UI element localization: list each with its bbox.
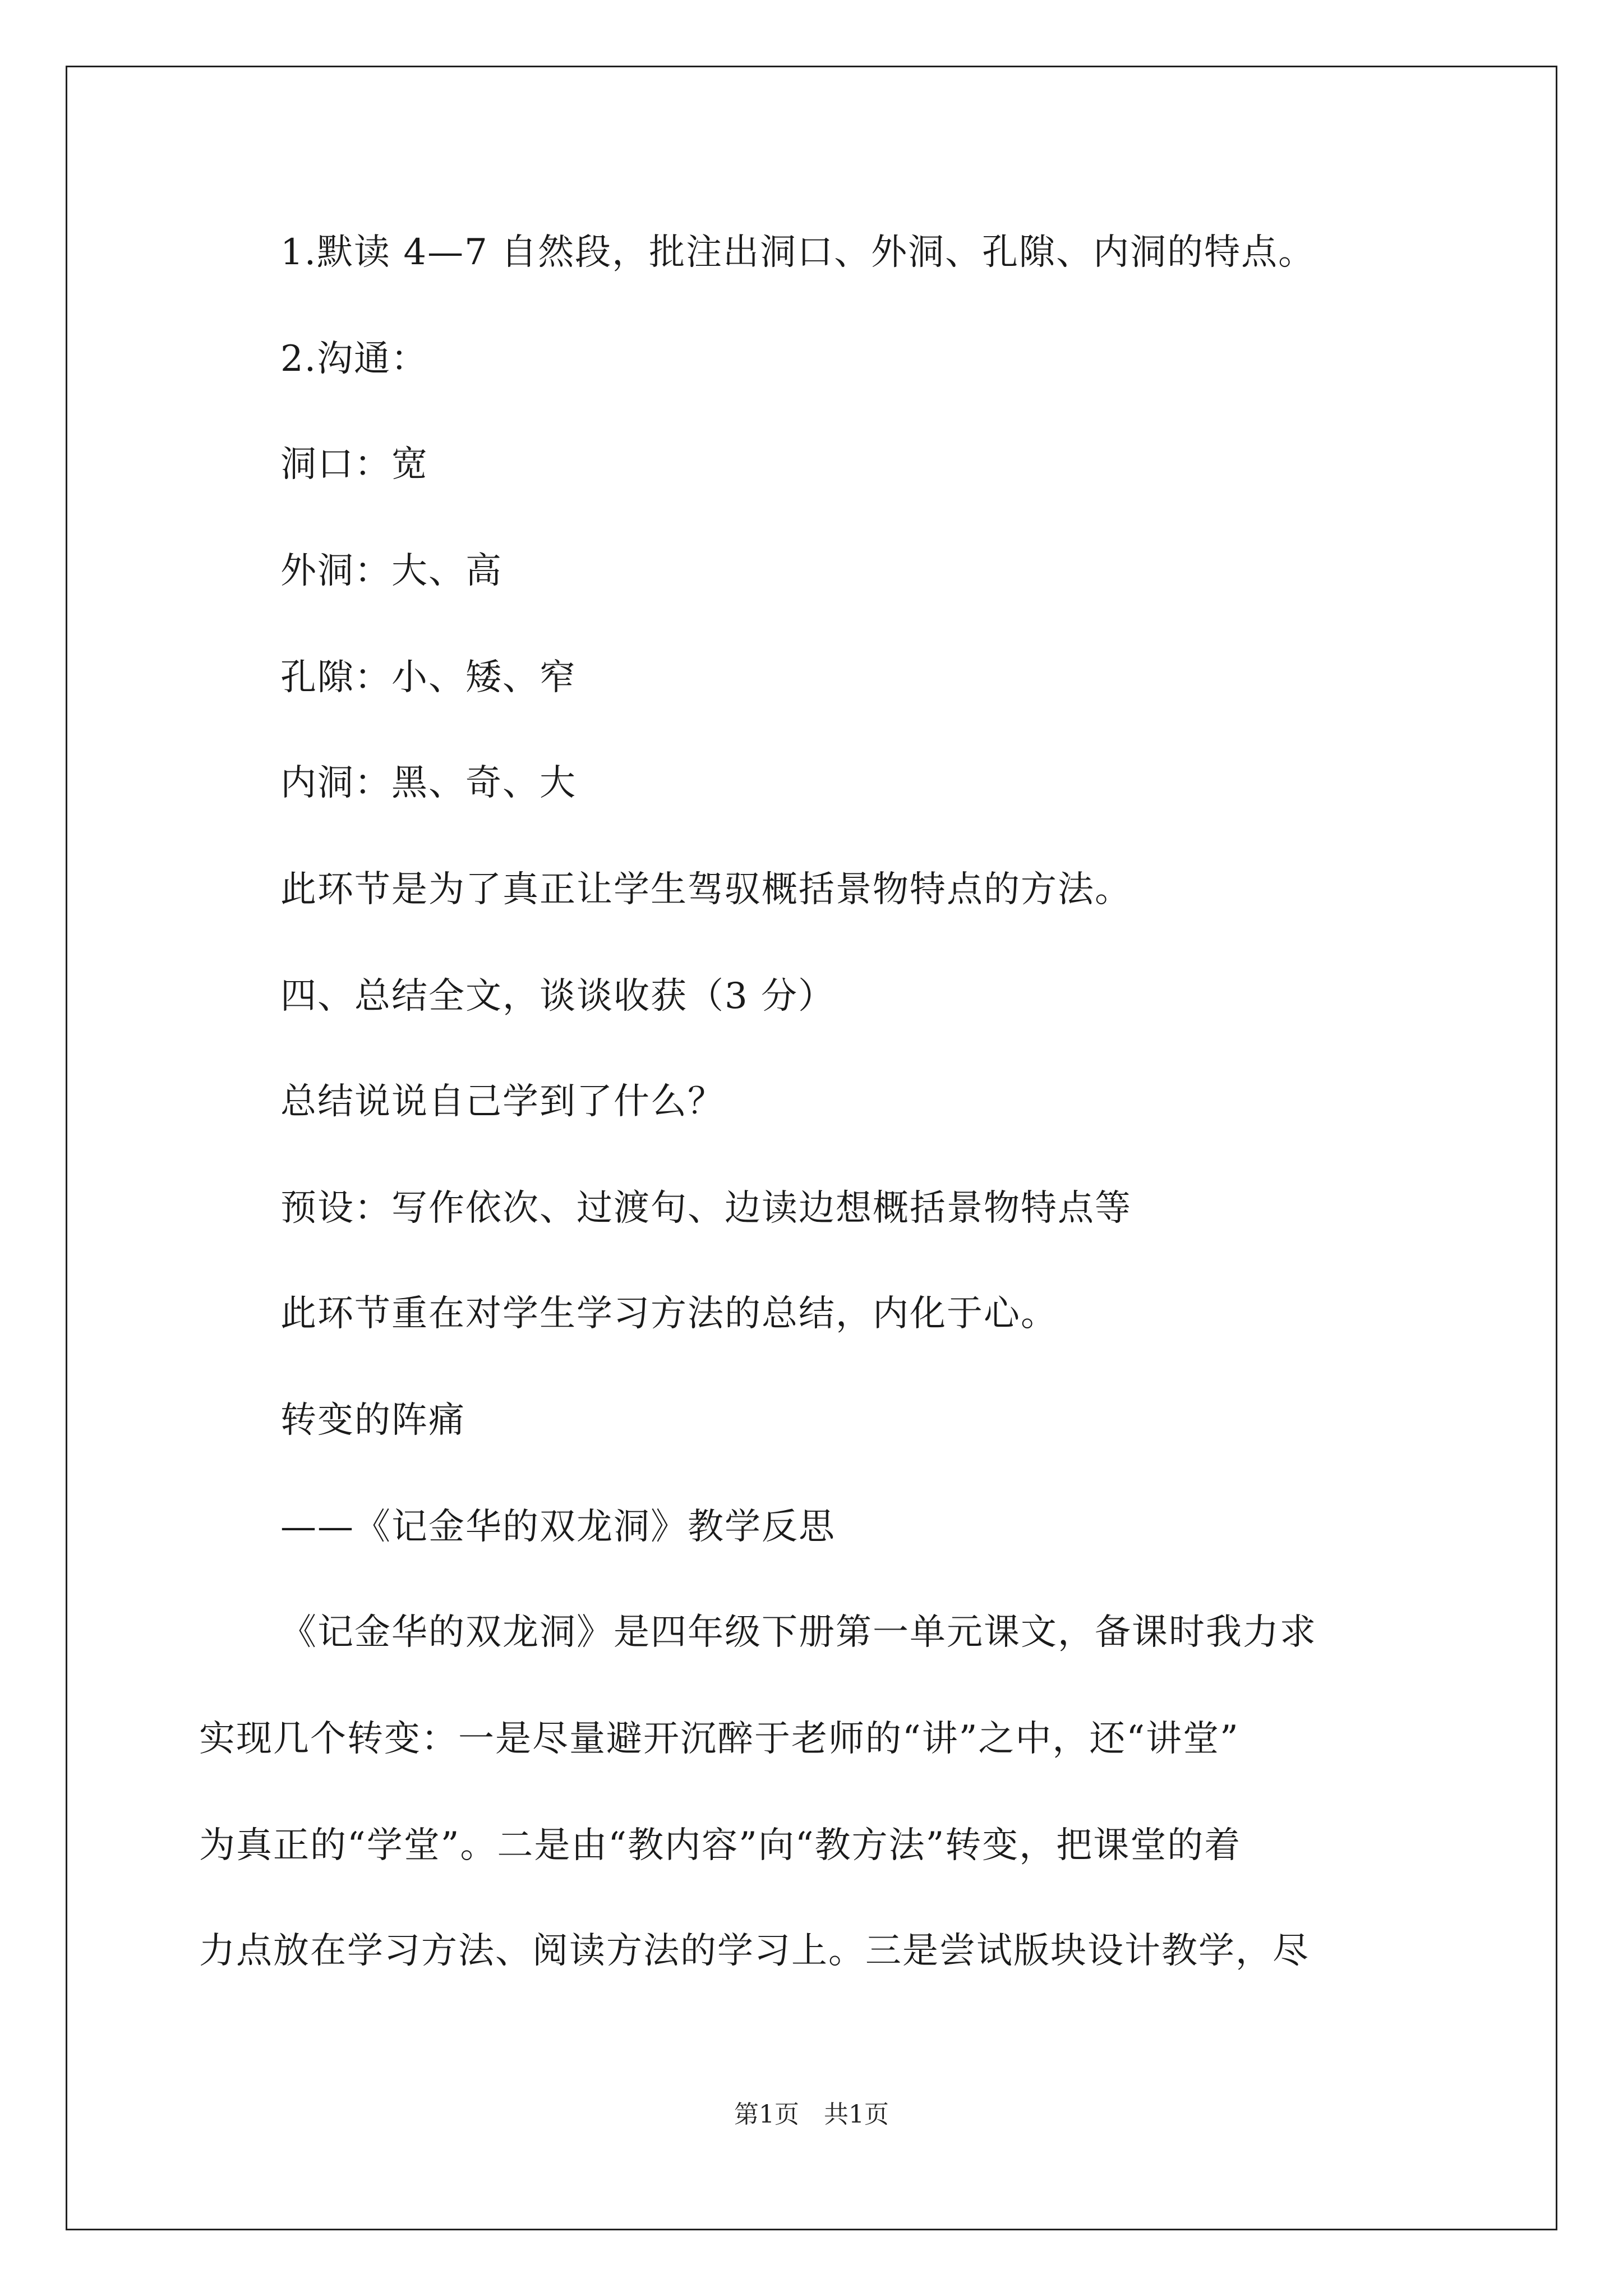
page-border xyxy=(66,66,1557,2230)
article-subtitle: ——《记金华的双龙洞》教学反思 xyxy=(280,1506,836,1548)
body-line-4: 力点放在学习方法、阅读方法的学习上。三是尝试版块设计教学，尽 xyxy=(199,1930,1310,1972)
paragraph-11: 此环节重在对学生学习方法的总结，内化于心。 xyxy=(280,1293,1058,1335)
paragraph-9: 总结说说自己学到了什么？ xyxy=(280,1081,725,1122)
paragraph-3: 洞口：宽 xyxy=(280,444,428,485)
paragraph-1: 1.默读 4—7 自然段，批注出洞口、外洞、孔隙、内洞的特点。 xyxy=(280,232,1316,273)
paragraph-2: 2.沟通： xyxy=(280,338,428,380)
paragraph-10: 预设：写作依次、过渡句、边读边想概括景物特点等 xyxy=(280,1188,1132,1229)
article-title: 转变的阵痛 xyxy=(280,1400,465,1441)
page-footer: 第1页 共1页 xyxy=(734,2100,889,2129)
body-line-1: 《记金华的双龙洞》是四年级下册第一单元课文，备课时我力求 xyxy=(280,1612,1317,1653)
paragraph-5: 孔隙：小、矮、窄 xyxy=(280,657,577,698)
paragraph-6: 内洞：黑、奇、大 xyxy=(280,762,577,804)
body-line-3: 为真正的“学堂”。二是由“教内容”向“教方法”转变，把课堂的着 xyxy=(199,1825,1242,1866)
body-line-2: 实现几个转变：一是尽量避开沉醉于老师的“讲”之中，还“讲堂” xyxy=(199,1718,1239,1760)
paragraph-7: 此环节是为了真正让学生驾驭概括景物特点的方法。 xyxy=(280,869,1132,910)
paragraph-4: 外洞：大、高 xyxy=(280,550,502,592)
section-heading: 四、总结全文，谈谈收获（3 分） xyxy=(280,976,836,1017)
